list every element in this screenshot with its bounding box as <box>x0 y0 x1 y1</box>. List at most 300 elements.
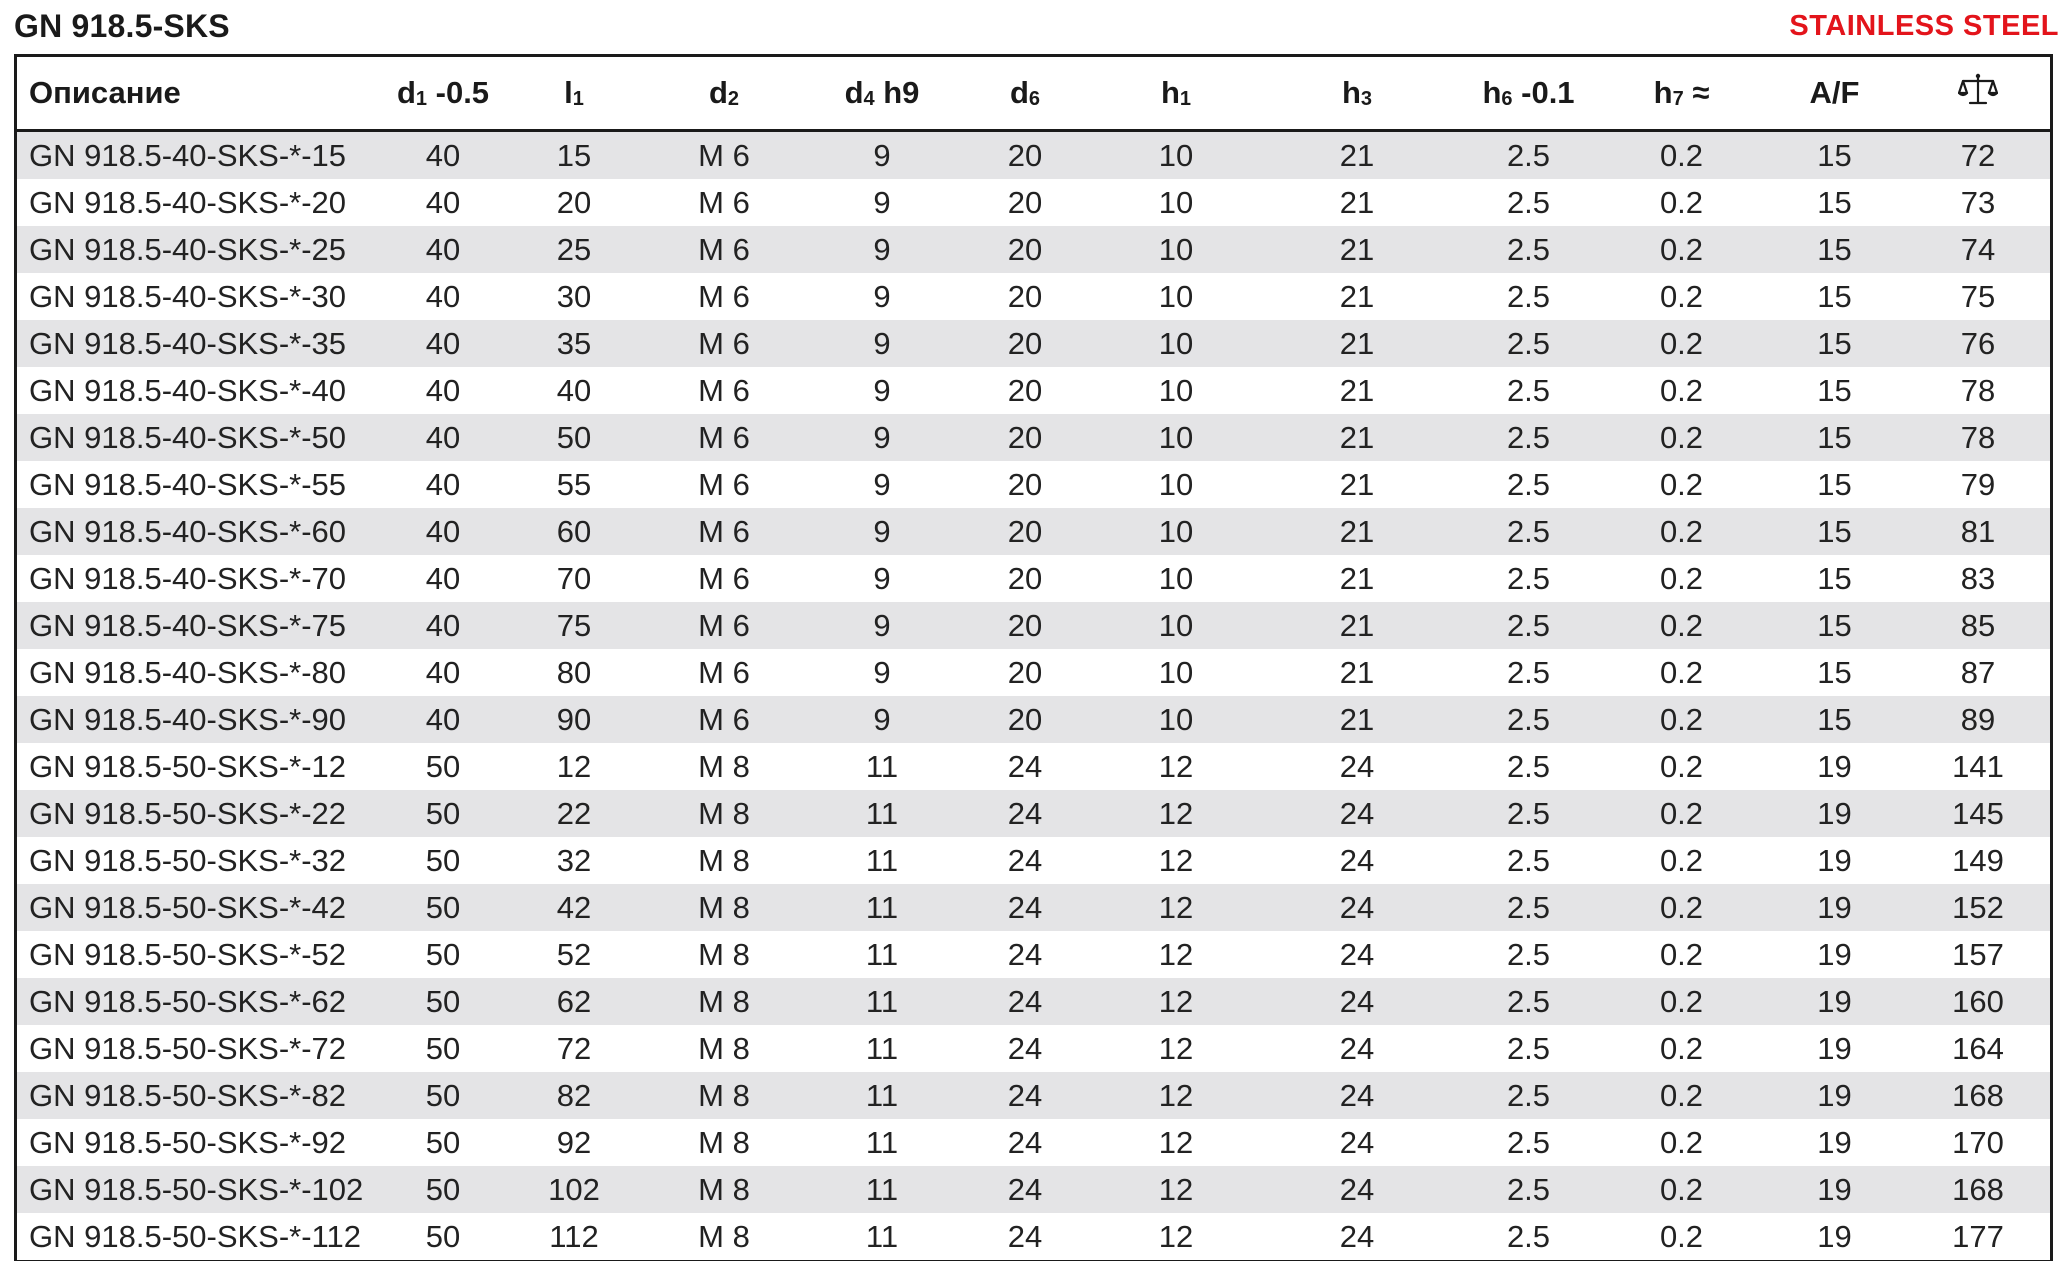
column-header-subscript: 1 <box>415 88 428 110</box>
table-cell: 20 <box>955 461 1095 508</box>
column-header <box>1763 57 1906 131</box>
table-cell: 12 <box>1095 1072 1257 1119</box>
table-cell: 141 <box>1906 743 2050 790</box>
column-header-subscript: 2 <box>727 88 740 110</box>
table-cell: 24 <box>955 1119 1095 1166</box>
table-cell: 2.5 <box>1457 1025 1600 1072</box>
table-cell: 24 <box>1257 790 1457 837</box>
table-cell: 50 <box>377 1119 509 1166</box>
table-cell: 20 <box>955 508 1095 555</box>
table-cell: 55 <box>509 461 639 508</box>
table-cell: 0.2 <box>1600 320 1763 367</box>
table-cell: M 6 <box>639 602 809 649</box>
table-row <box>17 931 2050 978</box>
table-row <box>17 1025 2050 1072</box>
table-cell: 20 <box>955 367 1095 414</box>
table-cell: 11 <box>809 1025 955 1072</box>
table-cell: 35 <box>509 320 639 367</box>
table-cell: 50 <box>377 790 509 837</box>
table-cell: 15 <box>1763 320 1906 367</box>
table-cell: 40 <box>377 179 509 226</box>
table-cell: 40 <box>377 320 509 367</box>
table-cell: 24 <box>955 743 1095 790</box>
table-cell: M 6 <box>639 461 809 508</box>
table-cell: 9 <box>809 367 955 414</box>
table-cell: 145 <box>1906 790 2050 837</box>
column-header-subscript: 6 <box>1028 88 1041 110</box>
table-row <box>17 179 2050 226</box>
table-cell: 21 <box>1257 649 1457 696</box>
column-header-symbol: h <box>1653 75 1673 110</box>
table-cell: 50 <box>377 1213 509 1260</box>
table-cell: 10 <box>1095 320 1257 367</box>
table-cell: 24 <box>1257 1119 1457 1166</box>
table-cell: 40 <box>377 367 509 414</box>
table-cell: 0.2 <box>1600 461 1763 508</box>
table-row <box>17 978 2050 1025</box>
table-cell: 85 <box>1906 602 2050 649</box>
column-header-subscript: 1 <box>1179 88 1192 110</box>
table-cell: 20 <box>955 320 1095 367</box>
table-cell: 12 <box>1095 931 1257 978</box>
table-cell: 2.5 <box>1457 131 1600 180</box>
table-cell: 12 <box>1095 884 1257 931</box>
table-cell: 9 <box>809 461 955 508</box>
table-cell: 9 <box>809 131 955 180</box>
table-row <box>17 320 2050 367</box>
table-cell: M 6 <box>639 320 809 367</box>
table-cell: 79 <box>1906 461 2050 508</box>
table-cell: 24 <box>1257 978 1457 1025</box>
table-cell: 12 <box>1095 1025 1257 1072</box>
table-cell: M 8 <box>639 978 809 1025</box>
table-cell: 92 <box>509 1119 639 1166</box>
table-cell: 87 <box>1906 649 2050 696</box>
table-cell: 40 <box>377 508 509 555</box>
cell-description: GN 918.5-40-SKS-*-80 <box>17 649 377 696</box>
cell-description: GN 918.5-40-SKS-*-25 <box>17 226 377 273</box>
table-cell: 40 <box>377 273 509 320</box>
table-cell: 9 <box>809 696 955 743</box>
cell-description: GN 918.5-50-SKS-*-62 <box>17 978 377 1025</box>
table-cell: 75 <box>1906 273 2050 320</box>
column-header-subscript: 4 <box>863 88 875 110</box>
table-cell: M 6 <box>639 696 809 743</box>
column-header-tolerance: -0.5 <box>427 75 490 110</box>
table-cell: 50 <box>377 978 509 1025</box>
column-header-symbol: h <box>1160 75 1180 110</box>
column-header <box>1600 57 1763 131</box>
table-cell: 24 <box>955 978 1095 1025</box>
table-cell: 24 <box>1257 1025 1457 1072</box>
column-header-symbol: A/F <box>1809 75 1860 110</box>
table-cell: 74 <box>1906 226 2050 273</box>
table-cell: 24 <box>955 1072 1095 1119</box>
table-cell: 19 <box>1763 1072 1906 1119</box>
table-cell: 40 <box>377 555 509 602</box>
table-cell: 24 <box>1257 884 1457 931</box>
table-cell: 20 <box>955 555 1095 602</box>
column-header-subscript: 1 <box>572 88 584 110</box>
table-cell: 15 <box>1763 179 1906 226</box>
table-cell: 11 <box>809 884 955 931</box>
table-row <box>17 837 2050 884</box>
table-cell: 20 <box>955 179 1095 226</box>
table-cell: 24 <box>955 1025 1095 1072</box>
table-cell: 50 <box>377 884 509 931</box>
table-cell: 2.5 <box>1457 1213 1600 1260</box>
table-cell: 50 <box>377 1025 509 1072</box>
table-cell: 0.2 <box>1600 743 1763 790</box>
table-cell: 89 <box>1906 696 2050 743</box>
table-cell: 50 <box>377 1166 509 1213</box>
table-cell: 19 <box>1763 1025 1906 1072</box>
table-cell: 2.5 <box>1457 884 1600 931</box>
table-cell: 21 <box>1257 555 1457 602</box>
table-cell: 40 <box>377 226 509 273</box>
table-cell: 2.5 <box>1457 837 1600 884</box>
table-cell: M 8 <box>639 1025 809 1072</box>
table-cell: 11 <box>809 1072 955 1119</box>
table-cell: 2.5 <box>1457 978 1600 1025</box>
table-cell: 9 <box>809 555 955 602</box>
table-cell: 24 <box>955 1166 1095 1213</box>
table-cell: 20 <box>955 226 1095 273</box>
table-cell: 22 <box>509 790 639 837</box>
table-row <box>17 1166 2050 1213</box>
table-row <box>17 1119 2050 1166</box>
table-cell: 12 <box>1095 1166 1257 1213</box>
table-cell: 19 <box>1763 837 1906 884</box>
table-cell: 40 <box>509 367 639 414</box>
cell-description: GN 918.5-40-SKS-*-35 <box>17 320 377 367</box>
table-cell: M 8 <box>639 884 809 931</box>
table-cell: 0.2 <box>1600 273 1763 320</box>
table-cell: 78 <box>1906 367 2050 414</box>
table-cell: 0.2 <box>1600 649 1763 696</box>
table-cell: 2.5 <box>1457 179 1600 226</box>
table-row <box>17 743 2050 790</box>
cell-description: GN 918.5-50-SKS-*-92 <box>17 1119 377 1166</box>
table-cell: 80 <box>509 649 639 696</box>
table-cell: 177 <box>1906 1213 2050 1260</box>
table-cell: 10 <box>1095 226 1257 273</box>
table-cell: 11 <box>809 1166 955 1213</box>
table-cell: 21 <box>1257 131 1457 180</box>
table-cell: 0.2 <box>1600 1166 1763 1213</box>
table-cell: 20 <box>955 273 1095 320</box>
table-cell: 25 <box>509 226 639 273</box>
table-cell: 9 <box>809 414 955 461</box>
table-cell: 0.2 <box>1600 696 1763 743</box>
table-cell: M 6 <box>639 555 809 602</box>
table-cell: 2.5 <box>1457 790 1600 837</box>
column-header <box>809 57 955 131</box>
table-cell: 170 <box>1906 1119 2050 1166</box>
table-cell: 11 <box>809 978 955 1025</box>
table-cell: 73 <box>1906 179 2050 226</box>
table-cell: 2.5 <box>1457 367 1600 414</box>
table-cell: 19 <box>1763 1213 1906 1260</box>
table-cell: M 6 <box>639 273 809 320</box>
table-cell: 0.2 <box>1600 555 1763 602</box>
table-cell: 21 <box>1257 508 1457 555</box>
table-cell: 0.2 <box>1600 131 1763 180</box>
table-cell: 168 <box>1906 1072 2050 1119</box>
table-cell: 24 <box>955 1213 1095 1260</box>
column-header-description <box>17 57 377 131</box>
table-cell: 19 <box>1763 743 1906 790</box>
table-cell: 9 <box>809 508 955 555</box>
specification-table <box>17 57 2050 1260</box>
table-cell: 50 <box>377 837 509 884</box>
table-cell: 0.2 <box>1600 414 1763 461</box>
table-cell: 0.2 <box>1600 790 1763 837</box>
table-cell: 2.5 <box>1457 226 1600 273</box>
column-header <box>1095 57 1257 131</box>
table-cell: 24 <box>1257 931 1457 978</box>
table-cell: 102 <box>509 1166 639 1213</box>
column-header <box>955 57 1095 131</box>
table-row <box>17 602 2050 649</box>
table-cell: 2.5 <box>1457 696 1600 743</box>
table-cell: 11 <box>809 931 955 978</box>
column-header <box>509 57 639 131</box>
table-cell: M 8 <box>639 837 809 884</box>
column-header-subscript: 7 <box>1672 88 1684 110</box>
table-cell: 0.2 <box>1600 1213 1763 1260</box>
table-cell: 112 <box>509 1213 639 1260</box>
table-cell: 15 <box>1763 602 1906 649</box>
table-cell: 10 <box>1095 179 1257 226</box>
table-cell: 70 <box>509 555 639 602</box>
table-cell: 12 <box>1095 1213 1257 1260</box>
column-header <box>377 57 509 131</box>
column-header-symbol: d <box>844 75 864 110</box>
table-row <box>17 273 2050 320</box>
cell-description: GN 918.5-40-SKS-*-90 <box>17 696 377 743</box>
table-cell: 40 <box>377 131 509 180</box>
table-cell: 15 <box>1763 461 1906 508</box>
table-cell: 2.5 <box>1457 931 1600 978</box>
table-row <box>17 696 2050 743</box>
cell-description: GN 918.5-40-SKS-*-60 <box>17 508 377 555</box>
table-cell: 21 <box>1257 179 1457 226</box>
table-cell: 0.2 <box>1600 1119 1763 1166</box>
product-title: GN 918.5-SKS <box>14 8 230 44</box>
table-cell: M 6 <box>639 508 809 555</box>
cell-description: GN 918.5-50-SKS-*-52 <box>17 931 377 978</box>
table-cell: 10 <box>1095 461 1257 508</box>
table-cell: M 8 <box>639 1166 809 1213</box>
weight-scale-icon <box>1958 72 1998 114</box>
table-cell: 78 <box>1906 414 2050 461</box>
table-cell: 2.5 <box>1457 1072 1600 1119</box>
table-cell: 19 <box>1763 978 1906 1025</box>
table-cell: 50 <box>377 1072 509 1119</box>
table-cell: 81 <box>1906 508 2050 555</box>
column-header-symbol: h <box>1341 75 1361 110</box>
table-cell: M 6 <box>639 131 809 180</box>
column-header-tolerance: -0.1 <box>1512 75 1575 110</box>
table-cell: 0.2 <box>1600 179 1763 226</box>
cell-description: GN 918.5-50-SKS-*-42 <box>17 884 377 931</box>
table-cell: 15 <box>509 131 639 180</box>
table-cell: 10 <box>1095 555 1257 602</box>
column-header-symbol: d <box>1009 75 1029 110</box>
table-cell: 40 <box>377 461 509 508</box>
table-cell: 2.5 <box>1457 602 1600 649</box>
table-cell: 42 <box>509 884 639 931</box>
table-cell: 0.2 <box>1600 367 1763 414</box>
table-cell: 160 <box>1906 978 2050 1025</box>
table-cell: 2.5 <box>1457 1119 1600 1166</box>
table-cell: 19 <box>1763 1119 1906 1166</box>
table-cell: 10 <box>1095 414 1257 461</box>
table-cell: 15 <box>1763 555 1906 602</box>
table-cell: 40 <box>377 649 509 696</box>
table-cell: 11 <box>809 1213 955 1260</box>
cell-description: GN 918.5-40-SKS-*-20 <box>17 179 377 226</box>
table-row <box>17 461 2050 508</box>
table-cell: 19 <box>1763 1166 1906 1213</box>
column-header-symbol: l <box>564 75 573 110</box>
cell-description: GN 918.5-40-SKS-*-30 <box>17 273 377 320</box>
table-cell: 0.2 <box>1600 931 1763 978</box>
column-header-symbol: d <box>708 75 728 110</box>
table-cell: 2.5 <box>1457 320 1600 367</box>
specification-table-frame <box>14 54 2053 1261</box>
table-row <box>17 414 2050 461</box>
cell-description: GN 918.5-50-SKS-*-32 <box>17 837 377 884</box>
table-cell: 40 <box>377 602 509 649</box>
table-cell: 10 <box>1095 696 1257 743</box>
table-cell: 9 <box>809 320 955 367</box>
table-cell: 60 <box>509 508 639 555</box>
table-cell: 0.2 <box>1600 837 1763 884</box>
table-cell: 21 <box>1257 461 1457 508</box>
cell-description: GN 918.5-50-SKS-*-12 <box>17 743 377 790</box>
table-cell: 20 <box>955 649 1095 696</box>
cell-description: GN 918.5-40-SKS-*-70 <box>17 555 377 602</box>
table-cell: 10 <box>1095 367 1257 414</box>
table-header <box>17 57 2050 131</box>
table-cell: 2.5 <box>1457 743 1600 790</box>
table-cell: 20 <box>509 179 639 226</box>
table-row <box>17 367 2050 414</box>
material-badge: STAINLESS STEEL <box>1789 10 2059 42</box>
table-cell: 50 <box>377 931 509 978</box>
table-cell: 24 <box>1257 743 1457 790</box>
table-cell: 2.5 <box>1457 273 1600 320</box>
table-cell: M 8 <box>639 1119 809 1166</box>
table-cell: 30 <box>509 273 639 320</box>
document-header <box>14 8 2059 50</box>
table-cell: 21 <box>1257 414 1457 461</box>
table-row <box>17 508 2050 555</box>
table-cell: 0.2 <box>1600 226 1763 273</box>
table-cell: 2.5 <box>1457 649 1600 696</box>
table-cell: 2.5 <box>1457 414 1600 461</box>
table-cell: 19 <box>1763 884 1906 931</box>
table-cell: 15 <box>1763 367 1906 414</box>
table-cell: 20 <box>955 696 1095 743</box>
table-cell: 12 <box>1095 790 1257 837</box>
table-cell: 75 <box>509 602 639 649</box>
table-cell: 2.5 <box>1457 508 1600 555</box>
table-row <box>17 555 2050 602</box>
table-cell: 9 <box>809 649 955 696</box>
cell-description: GN 918.5-50-SKS-*-82 <box>17 1072 377 1119</box>
column-header-subscript: 3 <box>1360 88 1373 110</box>
table-cell: 40 <box>377 414 509 461</box>
table-cell: 19 <box>1763 931 1906 978</box>
table-cell: 72 <box>509 1025 639 1072</box>
table-cell: M 6 <box>639 649 809 696</box>
table-cell: 9 <box>809 226 955 273</box>
cell-description: GN 918.5-40-SKS-*-15 <box>17 131 377 180</box>
cell-description: GN 918.5-40-SKS-*-75 <box>17 602 377 649</box>
table-cell: 15 <box>1763 508 1906 555</box>
cell-description: GN 918.5-50-SKS-*-72 <box>17 1025 377 1072</box>
table-cell: M 6 <box>639 179 809 226</box>
table-cell: 12 <box>1095 978 1257 1025</box>
table-row <box>17 884 2050 931</box>
table-cell: 15 <box>1763 131 1906 180</box>
header-row <box>17 57 2050 131</box>
cell-description: GN 918.5-40-SKS-*-55 <box>17 461 377 508</box>
table-cell: 52 <box>509 931 639 978</box>
table-cell: 24 <box>955 884 1095 931</box>
table-cell: 19 <box>1763 790 1906 837</box>
cell-description: GN 918.5-50-SKS-*-22 <box>17 790 377 837</box>
table-cell: 0.2 <box>1600 1025 1763 1072</box>
table-cell: 11 <box>809 1119 955 1166</box>
table-cell: 50 <box>509 414 639 461</box>
column-header-tolerance: ≈ <box>1683 75 1710 110</box>
column-header <box>1906 57 2050 131</box>
table-cell: M 6 <box>639 367 809 414</box>
table-cell: 15 <box>1763 649 1906 696</box>
table-cell: 11 <box>809 743 955 790</box>
table-cell: 11 <box>809 790 955 837</box>
table-cell: 10 <box>1095 131 1257 180</box>
table-cell: 0.2 <box>1600 884 1763 931</box>
table-cell: 12 <box>1095 837 1257 884</box>
table-cell: 0.2 <box>1600 602 1763 649</box>
table-cell: M 6 <box>639 414 809 461</box>
table-cell: 0.2 <box>1600 978 1763 1025</box>
table-row <box>17 226 2050 273</box>
table-cell: 9 <box>809 602 955 649</box>
table-cell: 12 <box>1095 743 1257 790</box>
table-cell: 21 <box>1257 226 1457 273</box>
table-cell: 72 <box>1906 131 2050 180</box>
cell-description: GN 918.5-40-SKS-*-50 <box>17 414 377 461</box>
table-cell: 21 <box>1257 273 1457 320</box>
table-cell: 24 <box>1257 837 1457 884</box>
table-cell: M 6 <box>639 226 809 273</box>
table-cell: 20 <box>955 131 1095 180</box>
table-cell: 0.2 <box>1600 508 1763 555</box>
table-cell: 2.5 <box>1457 461 1600 508</box>
table-cell: 149 <box>1906 837 2050 884</box>
table-row <box>17 131 2050 180</box>
table-cell: 24 <box>1257 1072 1457 1119</box>
table-cell: 62 <box>509 978 639 1025</box>
table-cell: 82 <box>509 1072 639 1119</box>
table-cell: M 8 <box>639 1072 809 1119</box>
